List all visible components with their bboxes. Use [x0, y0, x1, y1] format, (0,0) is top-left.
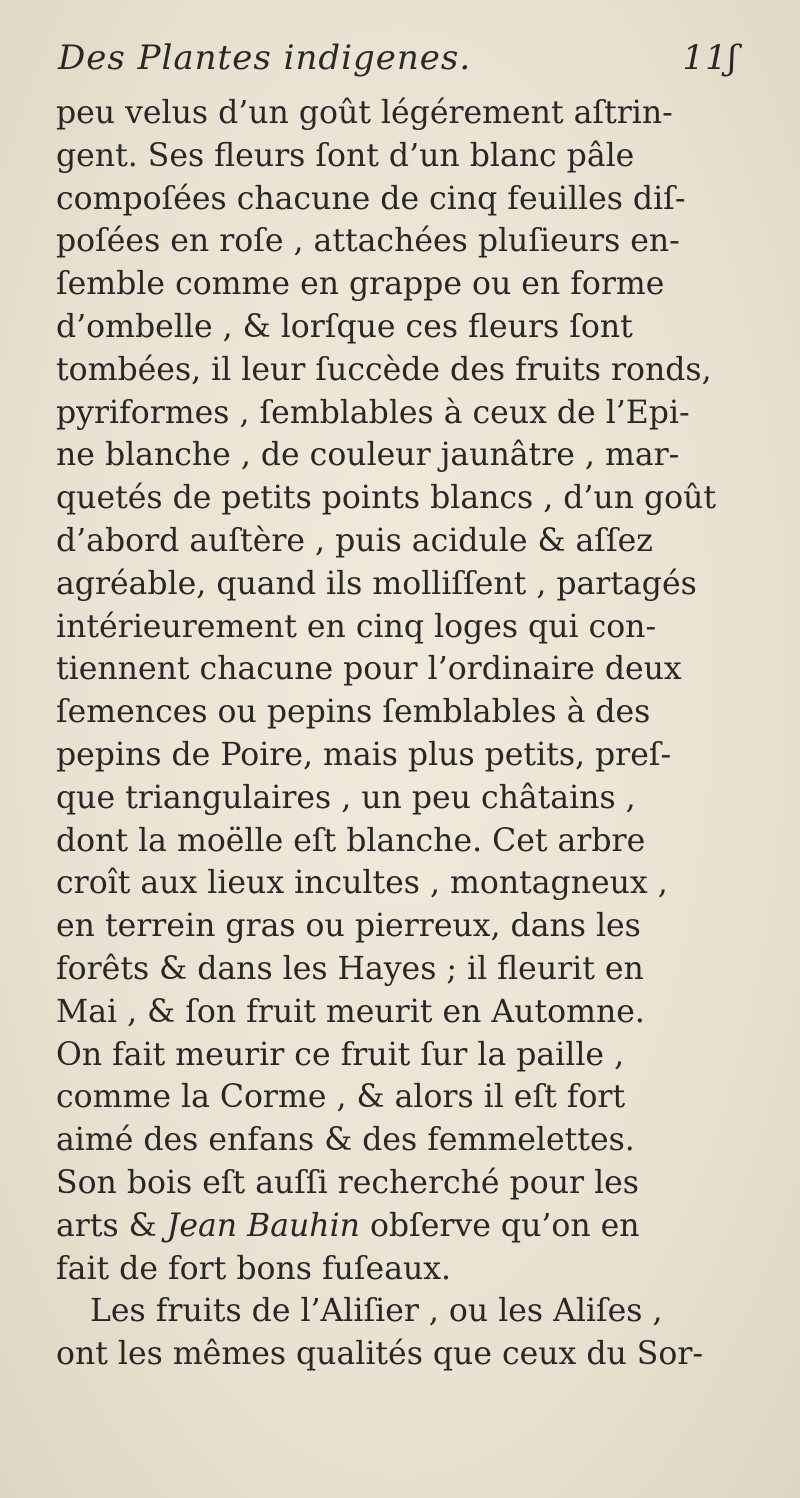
- text-line: forêts & dans les Hayes ; il fleurit en: [56, 950, 644, 987]
- text-line: tombées, il leur ſuccède des fruits ronds,: [56, 351, 712, 388]
- text-line: Son bois eſt auſſi recherché pour les: [56, 1164, 639, 1201]
- running-title: Des Plantes indigenes.: [58, 38, 472, 78]
- body-text: [56, 92, 796, 1376]
- text-line: On fait meurir ce fruit ſur la paille ,: [56, 1036, 625, 1073]
- text-line: d’ombelle , & lorſque ces fleurs ſont: [56, 308, 633, 345]
- author-name: Jean Bauhin: [166, 1207, 360, 1244]
- text-line: ſemences ou pepins ſemblables à des: [56, 694, 651, 731]
- text-line: gent. Ses fleurs ſont d’un blanc pâle: [56, 137, 635, 174]
- text-line: pepins de Poire, mais plus petits, preſ-: [56, 736, 672, 773]
- text-line: comme la Corme , & alors il eſt fort: [56, 1079, 626, 1116]
- text-line: croît aux lieux incultes , montagneux ,: [56, 865, 668, 902]
- text-line: ne blanche , de couleur jaunâtre , mar-: [56, 437, 680, 474]
- paragraph-start-line: Les fruits de l’Aliſier , ou les Aliſes ,: [90, 1293, 663, 1330]
- text-line: que triangulaires , un peu châtains ,: [56, 779, 636, 816]
- text-line: [56, 1205, 796, 1248]
- page-number: 11ʃ: [682, 38, 738, 78]
- text-line: Mai , & ſon fruit meurit en Automne.: [56, 993, 645, 1030]
- text-line: agréable, quand ils molliſſent , partagés: [56, 565, 697, 602]
- text-line: poſées en roſe , attachées pluſieurs en-: [56, 223, 680, 260]
- text-line: dont la moëlle eſt blanche. Cet arbre: [56, 822, 646, 859]
- text-line: compoſées chacune de cinq feuilles diſ-: [56, 180, 686, 217]
- text-line: pyriformes , ſemblables à ceux de l’Epi-: [56, 394, 690, 431]
- text-line: quetés de petits points blancs , d’un goût: [56, 480, 717, 517]
- text-line: ſemble comme en grappe ou en forme: [56, 266, 665, 303]
- text-line: en terrein gras ou pierreux, dans les: [56, 908, 641, 945]
- text-line: d’abord auſtère , puis acidule & aſſez: [56, 522, 653, 559]
- text-line: aimé des enfans & des femmelettes.: [56, 1122, 635, 1159]
- text-line: intérieurement en cinq loges qui con-: [56, 608, 657, 645]
- text-segment: obſerve qu’on en: [359, 1207, 640, 1244]
- text-line: fait de fort bons fuſeaux.: [56, 1250, 452, 1287]
- running-header: [58, 38, 758, 90]
- text-line: peu velus d’un goût légérement aſtrin-: [56, 95, 673, 131]
- text-segment: arts &: [56, 1207, 167, 1244]
- text-line: tiennent chacune pour l’ordinaire deux: [56, 651, 682, 688]
- text-line: ont les mêmes qualités que ceux du Sor-: [56, 1336, 704, 1373]
